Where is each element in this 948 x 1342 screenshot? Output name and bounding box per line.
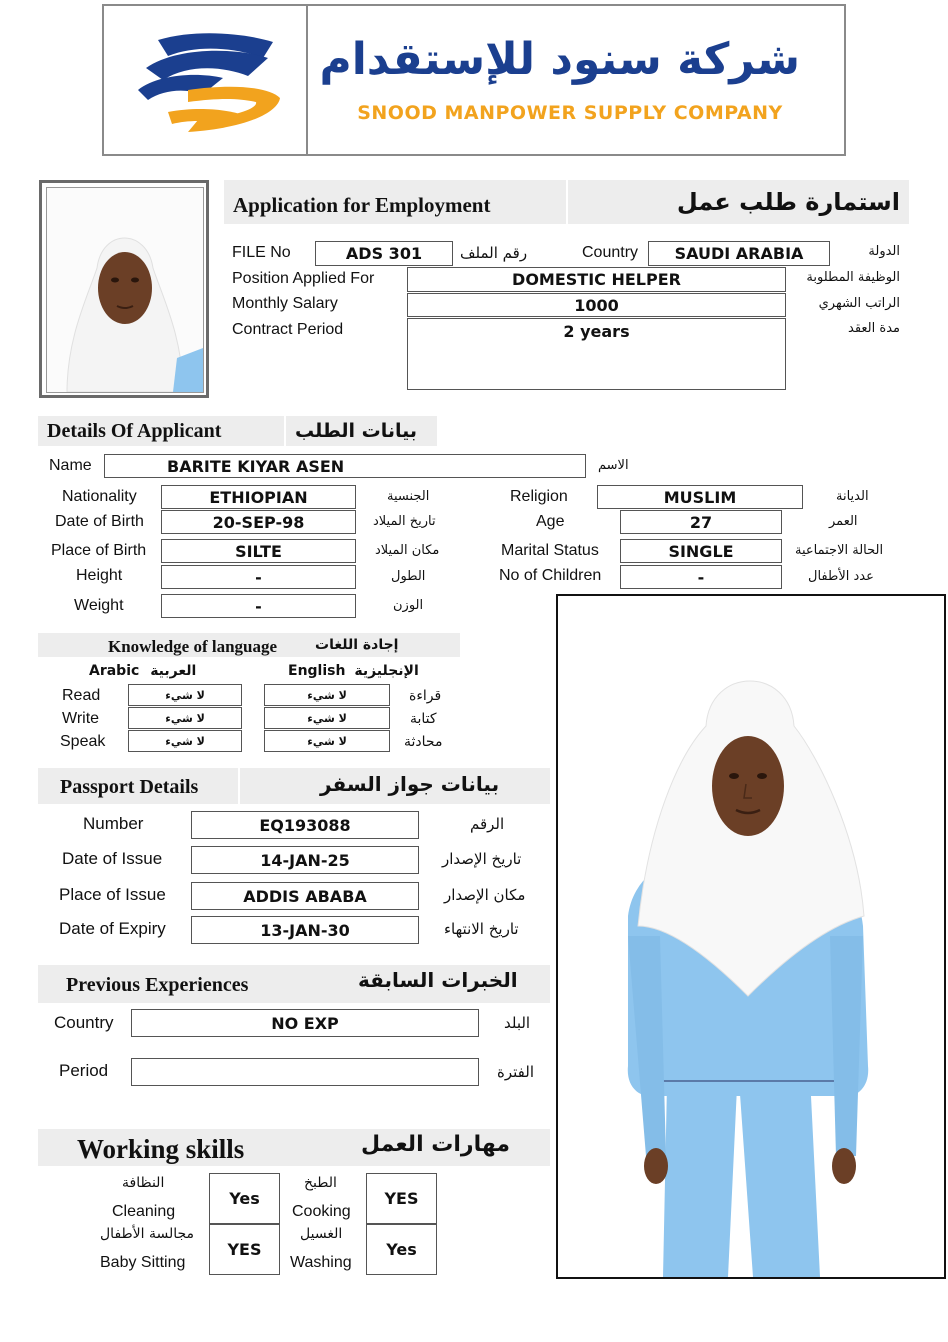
name-label: Name	[49, 457, 92, 474]
english-label-en: English	[288, 663, 346, 679]
issue-date-field: 14-JAN-25	[191, 846, 419, 874]
pob-label: Place of Birth	[51, 542, 147, 559]
weight-label-ar: الوزن	[393, 598, 424, 613]
nationality-field: ETHIOPIAN	[161, 485, 356, 509]
english-label-ar: الإنجليزية	[354, 663, 419, 679]
experience-title-ar: الخبرات السابقة	[358, 968, 518, 992]
name-value: BARITE KIYAR ASEN	[167, 456, 345, 476]
applicant-title-en: Details Of Applicant	[47, 420, 222, 442]
country-label: Country	[582, 244, 639, 261]
children-label-ar: عدد الأطفال	[808, 569, 874, 584]
cleaning-field: Yes	[209, 1173, 280, 1224]
baby-label-ar: مجالسة الأطفال	[100, 1226, 195, 1242]
issue-place-field: ADDIS ABABA	[191, 882, 419, 910]
position-field: DOMESTIC HELPER	[407, 267, 786, 292]
name-field	[104, 454, 586, 478]
arabic-read-field: لا شيء	[128, 684, 242, 706]
applicant-portrait-photo	[39, 180, 209, 398]
height-field: -	[161, 565, 356, 589]
pob-label-ar: مكان الميلاد	[375, 543, 440, 558]
application-title-en: Application for Employment	[233, 193, 491, 217]
company-name-arabic: شركة سنود للإستقدام	[319, 34, 800, 85]
applicant-full-body-photo	[556, 594, 946, 1279]
passport-number-field: EQ193088	[191, 811, 419, 839]
religion-field: MUSLIM	[597, 485, 803, 509]
contract-label: Contract Period	[232, 321, 344, 338]
write-label-ar: كتابة	[410, 711, 437, 727]
children-field: -	[620, 565, 782, 589]
cleaning-label-ar: النظافة	[122, 1175, 165, 1191]
dob-field: 20-SEP-98	[161, 510, 356, 534]
baby-field: YES	[209, 1224, 280, 1275]
passport-number-label-ar: الرقم	[470, 815, 505, 833]
height-label: Height	[76, 567, 123, 584]
dob-label-ar: تاريخ الميلاد	[373, 514, 436, 529]
nationality-label: Nationality	[62, 488, 137, 505]
language-title-ar: إجادة اللغات	[315, 637, 399, 653]
experience-period-field	[131, 1058, 479, 1086]
english-speak-field: لا شيء	[264, 730, 390, 752]
marital-label: Marital Status	[501, 542, 599, 559]
position-label: Position Applied For	[232, 270, 375, 287]
application-title-ar: استمارة طلب عمل	[676, 188, 900, 216]
skills-title-ar: مهارات العمل	[361, 1132, 510, 1157]
arabic-write-field: لا شيء	[128, 707, 242, 729]
experience-country-label: Country	[54, 1013, 114, 1032]
passport-title-en: Passport Details	[60, 776, 199, 798]
weight-label: Weight	[74, 597, 124, 614]
country-field: SAUDI ARABIA	[648, 241, 830, 266]
pob-field: SILTE	[161, 539, 356, 563]
age-label: Age	[536, 513, 565, 530]
contract-label-ar: مدة العقد	[848, 321, 900, 336]
experience-period-label-ar: الفترة	[497, 1063, 534, 1081]
speak-label: Speak	[60, 733, 106, 750]
expiry-field: 13-JAN-30	[191, 916, 419, 944]
height-label-ar: الطول	[391, 569, 426, 584]
washing-label-ar: الغسيل	[300, 1226, 343, 1242]
cooking-field: YES	[366, 1173, 437, 1224]
religion-label: Religion	[510, 488, 568, 505]
cooking-label-ar: الطبخ	[304, 1175, 337, 1191]
marital-field: SINGLE	[620, 539, 782, 563]
marital-label-ar: الحالة الاجتماعية	[795, 543, 884, 558]
contract-field	[407, 318, 786, 390]
experience-period-label: Period	[59, 1061, 109, 1080]
file-no-field: ADS 301	[315, 241, 453, 266]
read-label: Read	[62, 687, 101, 704]
baby-label: Baby Sitting	[100, 1254, 186, 1271]
issue-place-label-ar: مكان الإصدار	[444, 886, 526, 904]
issue-date-label: Date of Issue	[62, 849, 163, 868]
age-field: 27	[620, 510, 782, 534]
arabic-speak-field: لا شيء	[128, 730, 242, 752]
arabic-label-en: Arabic	[89, 663, 140, 679]
name-label-ar: الاسم	[598, 458, 629, 473]
language-title-en: Knowledge of language	[108, 637, 278, 656]
write-label: Write	[62, 710, 100, 727]
religion-label-ar: الديانة	[836, 489, 869, 504]
country-label-ar: الدولة	[868, 244, 900, 259]
speak-label-ar: محادثة	[404, 734, 443, 750]
skills-title-en: Working skills	[77, 1134, 245, 1164]
washing-label: Washing	[290, 1254, 352, 1271]
salary-label: Monthly Salary	[232, 295, 338, 312]
file-no-label: FILE No	[232, 244, 291, 261]
cooking-label: Cooking	[292, 1203, 351, 1220]
english-read-field: لا شيء	[264, 684, 390, 706]
company-header	[102, 4, 846, 156]
file-no-label-ar: رقم الملف	[460, 244, 528, 262]
arabic-column-header	[89, 663, 196, 679]
issue-date-label-ar: تاريخ الإصدار	[442, 850, 522, 868]
expiry-label: Date of Expiry	[59, 919, 166, 938]
expiry-label-ar: تاريخ الانتهاء	[444, 920, 519, 938]
weight-field: -	[161, 594, 356, 618]
english-column-header	[288, 663, 419, 679]
passport-number-label: Number	[83, 814, 144, 833]
company-name-english: SNOOD MANPOWER SUPPLY COMPANY	[357, 102, 783, 124]
company-logo-icon	[128, 28, 288, 138]
experience-country-label-ar: البلد	[504, 1014, 531, 1032]
salary-label-ar: الراتب الشهري	[818, 296, 900, 311]
dob-label: Date of Birth	[55, 513, 144, 530]
read-label-ar: قراءة	[409, 688, 442, 704]
arabic-label-ar: العربية	[150, 663, 197, 679]
english-write-field: لا شيء	[264, 707, 390, 729]
experience-title-en: Previous Experiences	[66, 974, 249, 996]
washing-field: Yes	[366, 1224, 437, 1275]
experience-country-field: NO EXP	[131, 1009, 479, 1037]
age-label-ar: العمر	[829, 514, 858, 529]
salary-field: 1000	[407, 293, 786, 317]
cleaning-label: Cleaning	[112, 1203, 176, 1220]
passport-title-ar: بيانات جواز السفر	[320, 772, 500, 796]
applicant-title-ar: بيانات الطلب	[295, 420, 418, 442]
nationality-label-ar: الجنسية	[387, 489, 430, 504]
issue-place-label: Place of Issue	[59, 885, 166, 904]
children-label: No of Children	[499, 567, 602, 584]
contract-value: 2 years	[563, 322, 630, 341]
position-label-ar: الوظيفة المطلوبة	[806, 270, 900, 285]
